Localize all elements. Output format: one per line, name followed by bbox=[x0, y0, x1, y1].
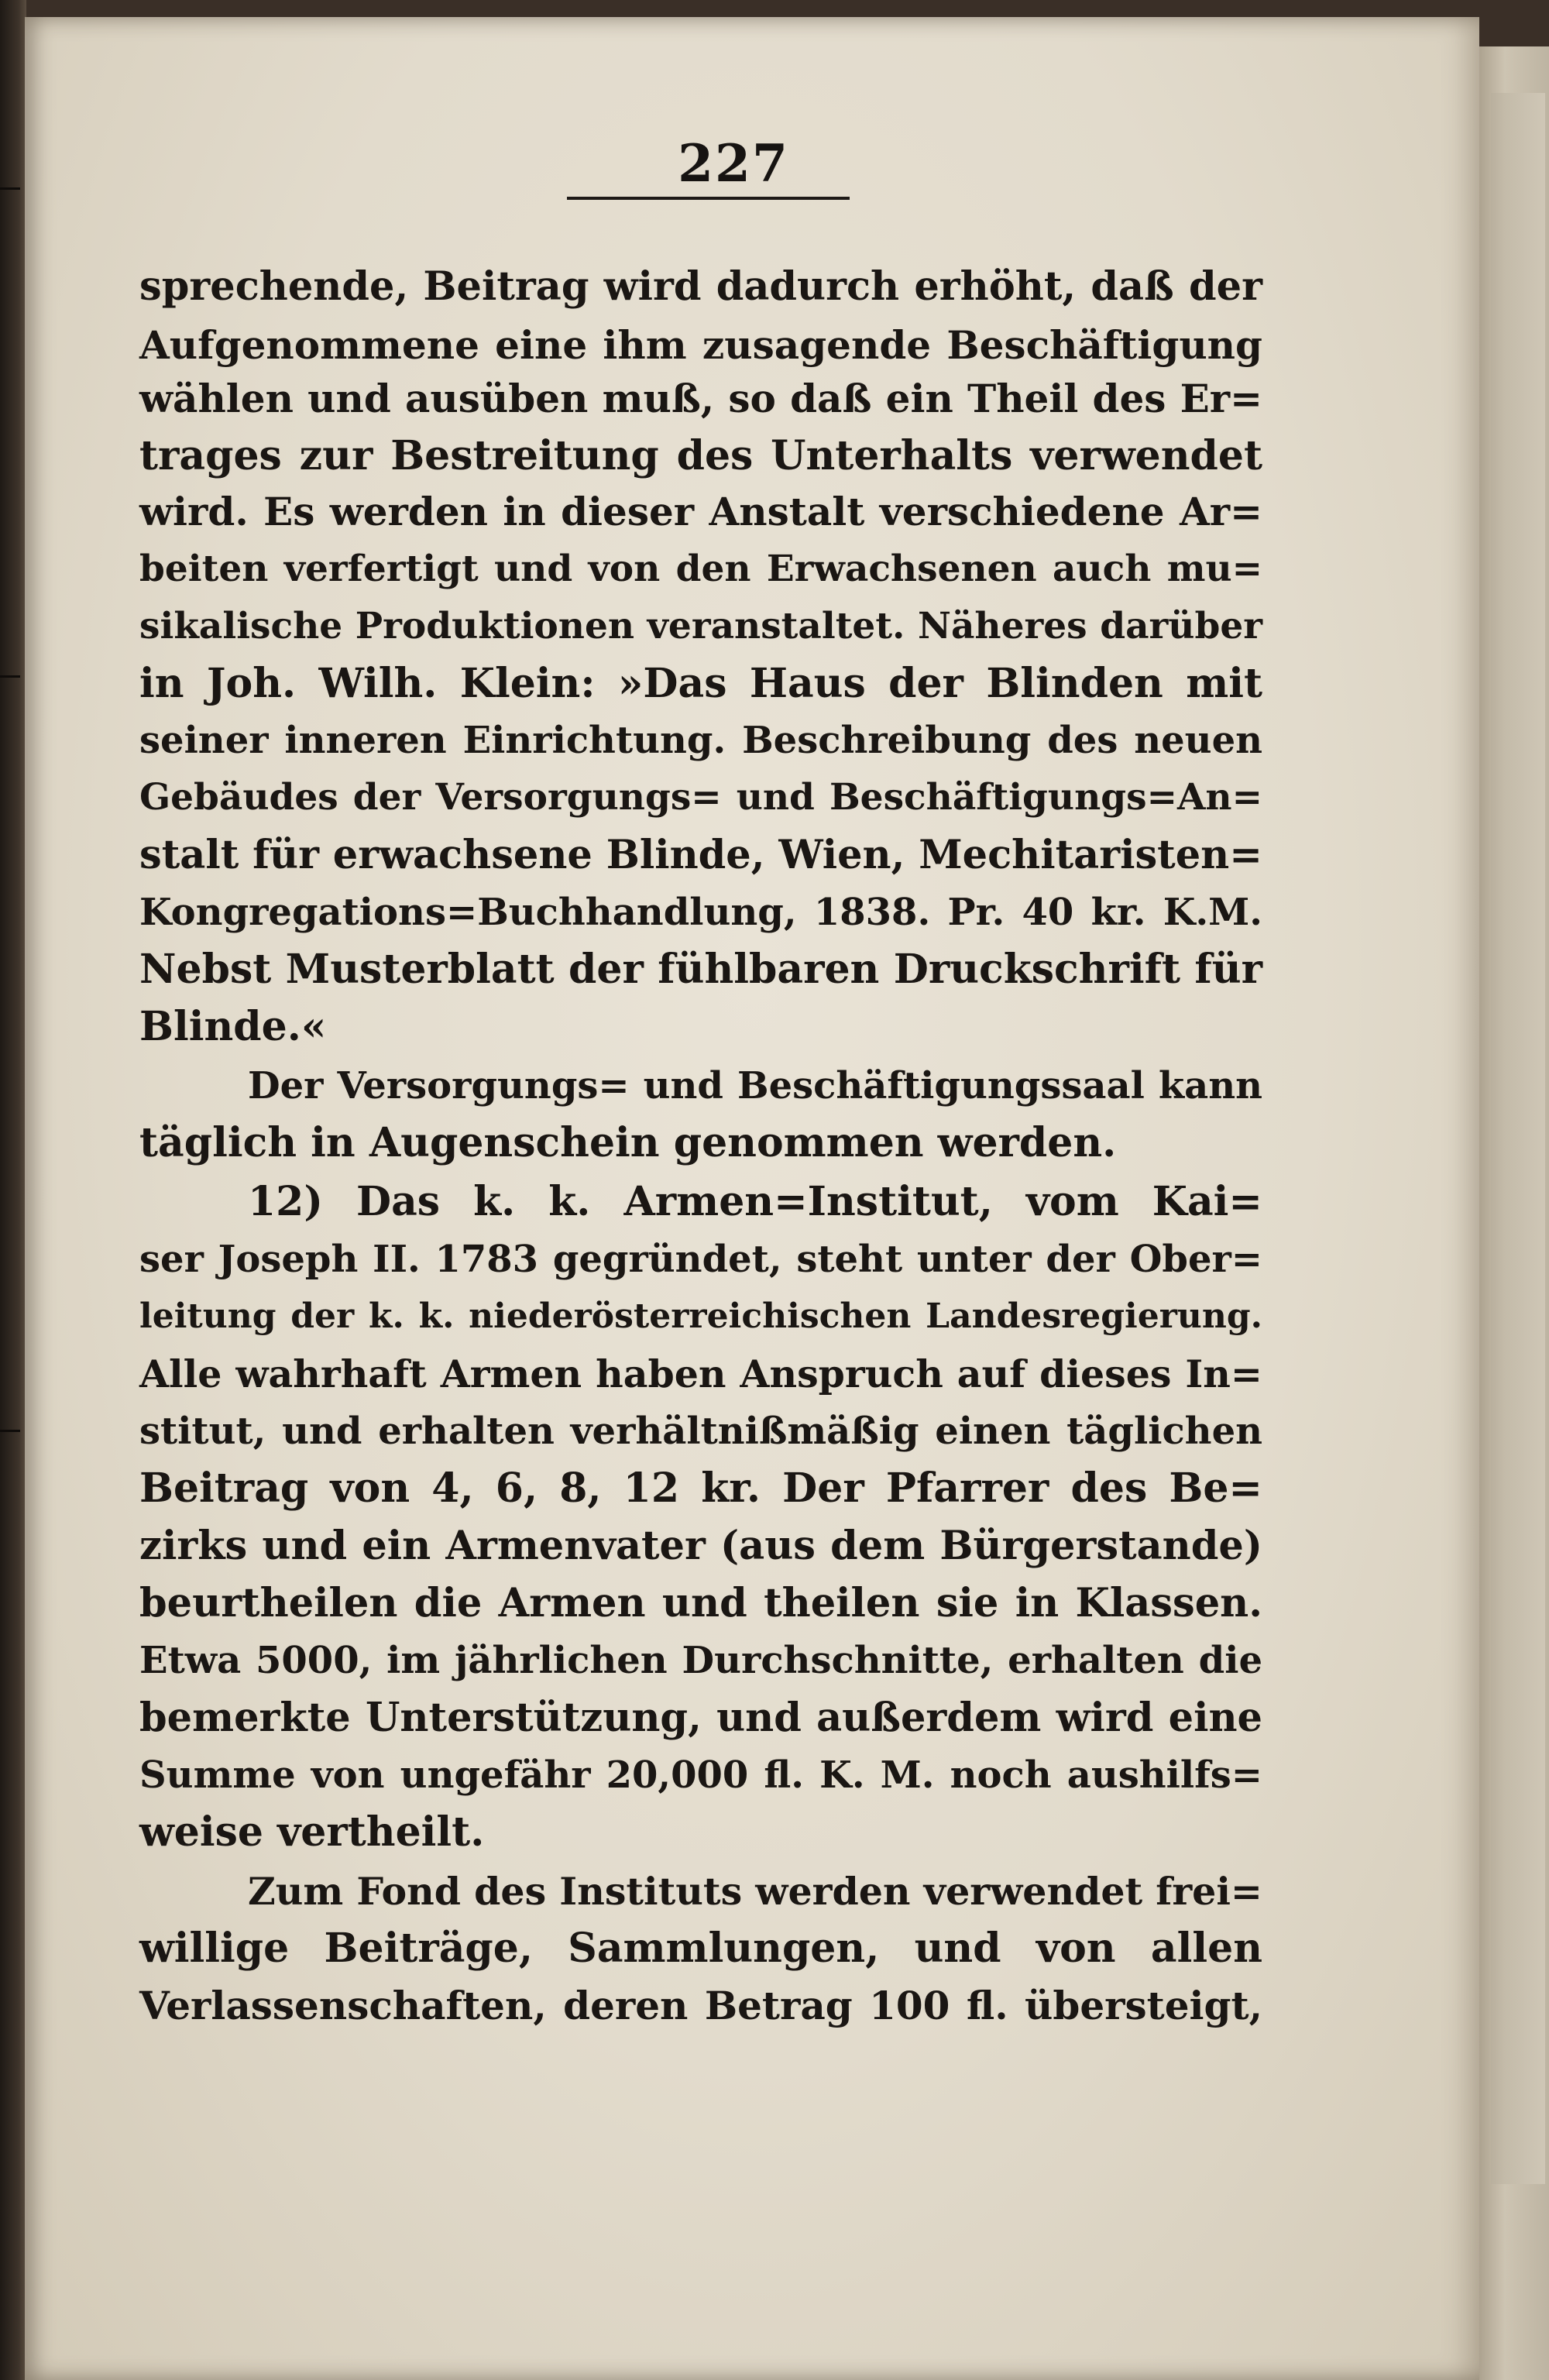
text-line: Gebäudes der Versorgungs= und Beschäftigungs=An= bbox=[139, 776, 1262, 819]
text-line: willige Beiträge, Sammlungen, und von allen bbox=[139, 1925, 1262, 1972]
text-line: wird. Es werden in dieser Anstalt verschiedene Ar= bbox=[139, 489, 1262, 534]
header-rule bbox=[567, 197, 850, 200]
text-line: Etwa 5000, im jährlichen Durchschnitte, erhalten die bbox=[139, 1639, 1262, 1682]
text-line: sprechende, Beitrag wird dadurch erhöht, daß der bbox=[139, 263, 1262, 310]
text-line: trages zur Bestreitung des Unterhalts verwendet bbox=[139, 432, 1262, 479]
book-binding bbox=[0, 0, 26, 2380]
text-line: leitung der k. k. niederösterreichischen Landesregierung. bbox=[139, 1296, 1262, 1336]
text-line: weise vertheilt. bbox=[139, 1808, 485, 1856]
margin-mark bbox=[0, 1430, 20, 1432]
text-line: beiten verfertigt und von den Erwachsenen auch mu= bbox=[139, 548, 1262, 590]
underlying-page-shadow bbox=[1491, 93, 1545, 2184]
text-line: ser Joseph II. 1783 gegründet, steht unter der Ober= bbox=[139, 1238, 1262, 1281]
text-line: seiner inneren Einrichtung. Beschreibung des neuen bbox=[139, 719, 1262, 762]
text-line: bemerkte Unterstützung, und außerdem wird eine bbox=[139, 1695, 1262, 1741]
text-line: Der Versorgungs= und Beschäftigungssaal kann bbox=[248, 1064, 1262, 1108]
text-line: Summe von ungefähr 20,000 fl. K. M. noch aushilfs= bbox=[139, 1753, 1262, 1797]
text-line: wählen und ausüben muß, so daß ein Theil des Er= bbox=[139, 376, 1262, 421]
text-line: stitut, und erhalten verhältnißmäßig einen täglichen bbox=[139, 1410, 1262, 1453]
text-line: zirks und ein Armenvater (aus dem Bürgerstande) bbox=[139, 1523, 1262, 1569]
text-line: Alle wahrhaft Armen haben Anspruch auf dieses In= bbox=[139, 1351, 1262, 1396]
margin-mark bbox=[0, 675, 20, 678]
text-line: in Joh. Wilh. Klein: »Das Haus der Blinden mit bbox=[139, 660, 1262, 707]
text-line: Zum Fond des Instituts werden verwendet frei= bbox=[248, 1869, 1262, 1914]
text-line: Nebst Musterblatt der fühlbaren Druckschrift für bbox=[139, 946, 1262, 993]
text-line: Aufgenommene eine ihm zusagende Beschäftigung bbox=[139, 322, 1262, 368]
text-line: Blinde.« bbox=[139, 1003, 327, 1050]
text-line: sikalische Produktionen veranstaltet. Näheres darüber bbox=[139, 605, 1262, 647]
text-line: Kongregations=Buchhandlung, 1838. Pr. 40 kr. K.M. bbox=[139, 891, 1262, 934]
book-page bbox=[25, 17, 1479, 2380]
text-line: Verlassenschaften, deren Betrag 100 fl. übersteigt, bbox=[139, 1983, 1262, 2028]
text-line: Beitrag von 4, 6, 8, 12 kr. Der Pfarrer des Be= bbox=[139, 1465, 1262, 1512]
text-line: beurtheilen die Armen und theilen sie in Klassen. bbox=[139, 1580, 1262, 1626]
margin-mark bbox=[0, 187, 20, 190]
page-number: 227 bbox=[678, 133, 789, 194]
text-line: 12) Das k. k. Armen=Institut, vom Kai= bbox=[248, 1178, 1262, 1225]
text-line: täglich in Augenschein genommen werden. bbox=[139, 1119, 1117, 1166]
text-line: stalt für erwachsene Blinde, Wien, Mechitaristen= bbox=[139, 832, 1262, 878]
